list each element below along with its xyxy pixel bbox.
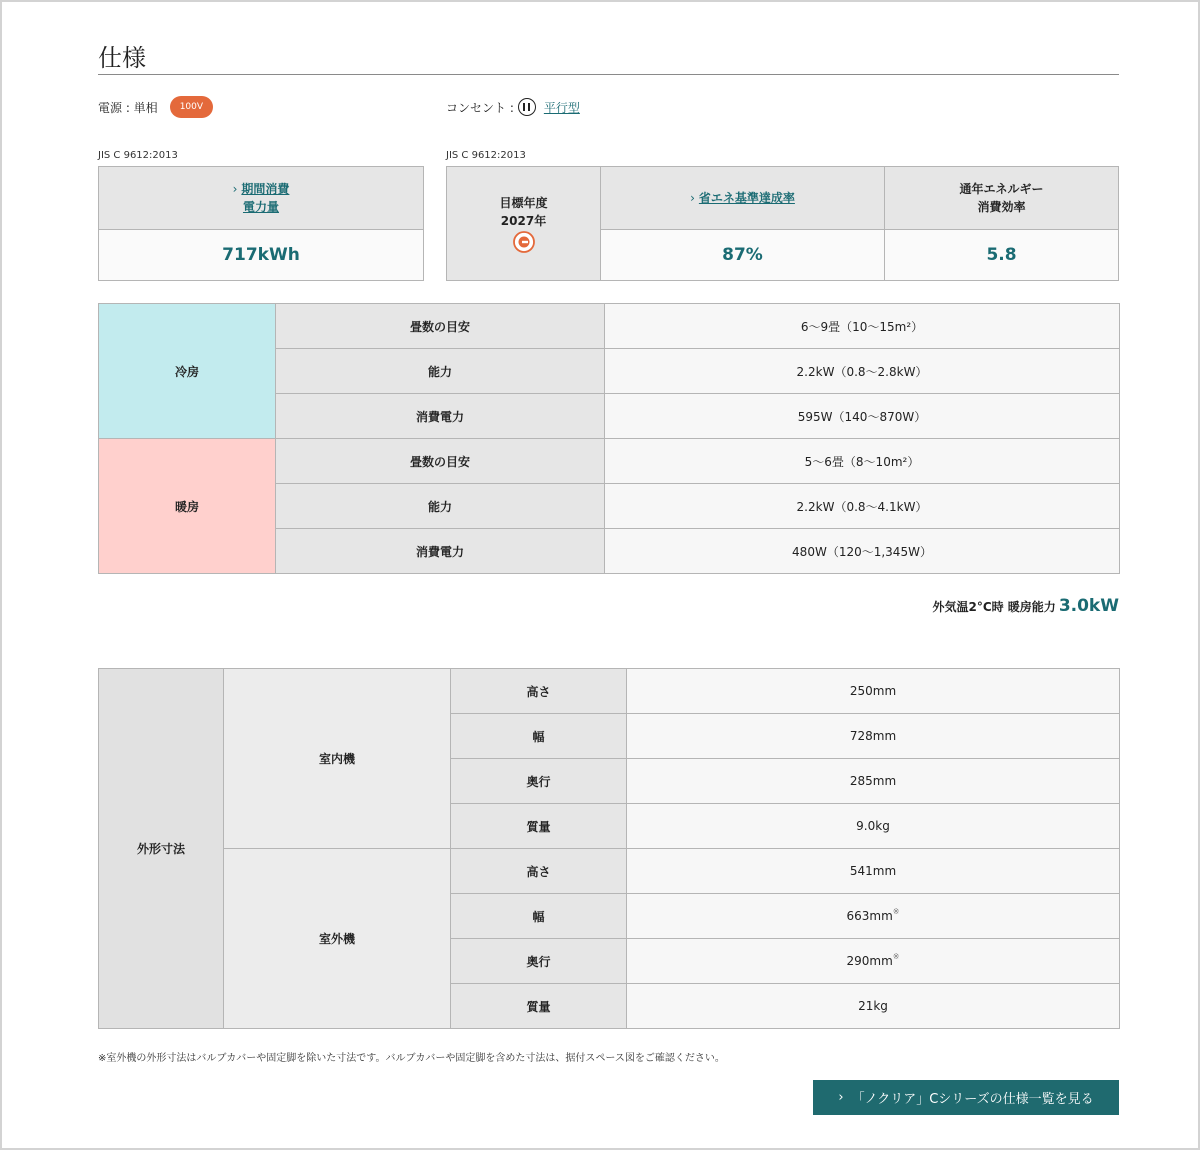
row-label: 質量 — [451, 984, 627, 1029]
voltage-badge: 100V — [170, 96, 213, 118]
row-label: 畳数の目安 — [276, 439, 605, 484]
row-value: 480W（120〜1,345W） — [605, 529, 1120, 574]
performance-table — [98, 303, 1120, 574]
efficiency-header-line1: 通年エネルギー — [959, 182, 1044, 196]
parallel-outlet-icon — [518, 98, 536, 116]
row-value: 595W（140〜870W） — [605, 394, 1120, 439]
target-year-cell — [447, 167, 600, 280]
achievement-value: 87% — [722, 245, 763, 265]
outlet-type-link[interactable]: 平行型 — [543, 100, 580, 115]
value-text: 290mm — [846, 954, 893, 968]
note-mark: ※ — [892, 952, 900, 961]
winter-capacity-label: 外気温2°C時 暖房能力 — [932, 600, 1056, 614]
table-row — [99, 669, 1120, 714]
title-divider — [98, 74, 1119, 75]
row-label: 能力 — [276, 484, 605, 529]
row-value: 250mm — [627, 669, 1120, 714]
indoor-unit-label: 室内機 — [224, 669, 451, 849]
winter-capacity-value: 3.0kW — [1058, 596, 1119, 616]
annual-power-header[interactable] — [99, 167, 423, 229]
chevron-right-icon: › — [232, 182, 238, 196]
efficiency-value: 5.8 — [986, 245, 1017, 265]
annual-power-link-line1[interactable]: 期間消費 — [241, 182, 290, 196]
winter-capacity — [932, 596, 1119, 616]
chevron-right-icon: › — [690, 191, 695, 205]
energy-saving-mark-icon — [512, 230, 536, 254]
series-spec-button[interactable] — [813, 1080, 1119, 1115]
row-label: 高さ — [451, 669, 627, 714]
row-label: 幅 — [451, 894, 627, 939]
row-label: 消費電力 — [276, 394, 605, 439]
row-value: 9.0kg — [627, 804, 1120, 849]
standard-label-right: JIS C 9612:2013 — [446, 150, 526, 161]
value-text: 21kg — [858, 999, 888, 1013]
dimensions-label: 外形寸法 — [99, 669, 224, 1029]
series-spec-button-label: 「ノクリア」Cシリーズの仕様一覧を見る — [851, 1092, 1094, 1107]
dimensions-table — [98, 668, 1120, 1029]
annual-power-link-line2[interactable]: 電力量 — [242, 200, 279, 214]
row-value: 2.2kW（0.8〜4.1kW） — [605, 484, 1120, 529]
footnote: ※室外機の外形寸法はバルブカバーや固定脚を除いた寸法です。バルブカバーや固定脚を含めた寸法は、据付スペース図をご確認ください。 — [98, 1053, 725, 1064]
efficiency-box — [446, 166, 1119, 281]
table-row — [99, 439, 1120, 484]
row-label: 能力 — [276, 349, 605, 394]
annual-power-box — [98, 166, 424, 281]
outdoor-unit-label: 室外機 — [224, 849, 451, 1029]
row-value — [627, 939, 1120, 984]
heating-label: 暖房 — [99, 439, 276, 574]
efficiency-header — [885, 167, 1118, 229]
row-value — [627, 849, 1120, 894]
value-text: 541mm — [849, 864, 897, 878]
annual-power-value: 717kWh — [222, 245, 300, 265]
note-mark: ※ — [892, 907, 900, 916]
row-label: 奥行 — [451, 759, 627, 804]
row-value — [627, 984, 1120, 1029]
outlet-label: コンセント : — [446, 100, 514, 115]
row-value — [627, 894, 1120, 939]
page-title: 仕様 — [98, 44, 146, 72]
chevron-right-icon: › — [838, 1090, 844, 1105]
row-value: 2.2kW（0.8〜2.8kW） — [605, 349, 1120, 394]
achievement-link[interactable]: 省エネ基準達成率 — [698, 191, 795, 205]
row-value: 285mm — [627, 759, 1120, 804]
target-year-line2: 2027年 — [500, 213, 547, 228]
power-label: 電源 : 単相 — [98, 100, 158, 115]
efficiency-header-line2: 消費効率 — [977, 200, 1026, 214]
target-year-line1: 目標年度 — [499, 195, 548, 210]
row-value: 5〜6畳（8〜10m²） — [605, 439, 1120, 484]
power-info — [98, 96, 213, 118]
outlet-info — [446, 96, 580, 118]
row-value: 728mm — [627, 714, 1120, 759]
row-label: 奥行 — [451, 939, 627, 984]
row-label: 高さ — [451, 849, 627, 894]
row-value: 6〜9畳（10〜15m²） — [605, 304, 1120, 349]
value-text: 663mm — [846, 909, 893, 923]
row-label: 質量 — [451, 804, 627, 849]
standard-label-left: JIS C 9612:2013 — [98, 150, 178, 161]
table-row — [99, 304, 1120, 349]
row-label: 消費電力 — [276, 529, 605, 574]
table-row — [99, 849, 1120, 894]
cooling-label: 冷房 — [99, 304, 276, 439]
row-label: 幅 — [451, 714, 627, 759]
achievement-header[interactable] — [601, 167, 884, 229]
row-label: 畳数の目安 — [276, 304, 605, 349]
